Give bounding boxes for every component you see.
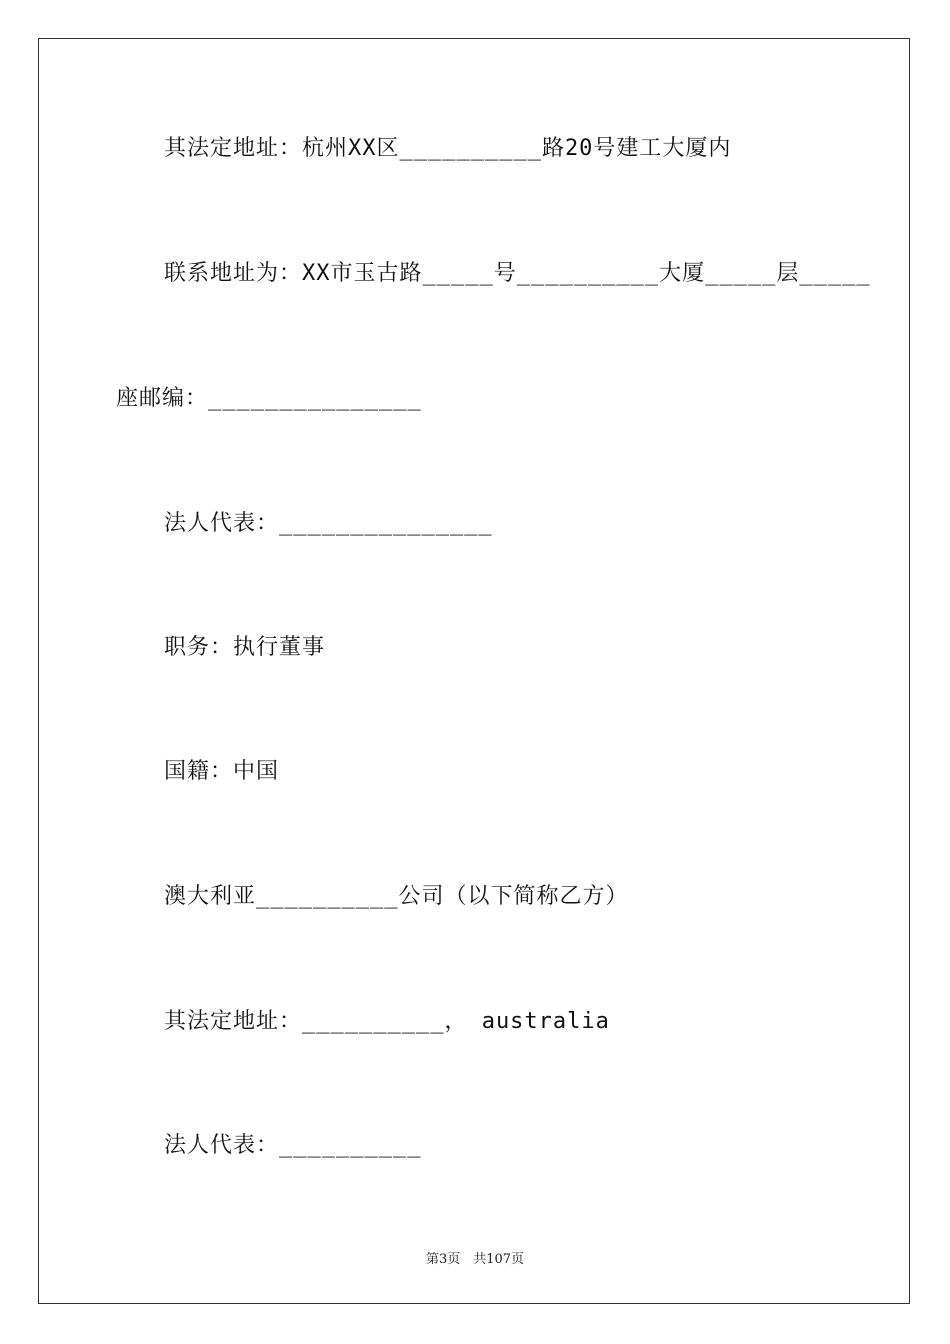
party-b-legal-representative-line: 法人代表：__________ — [164, 1133, 422, 1158]
page-border — [38, 38, 910, 1304]
position-line: 职务：执行董事 — [164, 635, 326, 660]
party-b-legal-address-line: 其法定地址：__________， australia — [164, 1009, 610, 1034]
legal-representative-line: 法人代表：_______________ — [164, 511, 493, 536]
nationality-line: 国籍：中国 — [164, 759, 280, 784]
postal-code-line: 座邮编：_______________ — [116, 386, 422, 411]
contact-address-line: 联系地址为：XX市玉古路_____号__________大厦_____层_____ — [164, 261, 871, 286]
party-b-company-line: 澳大利亚__________公司（以下简称乙方） — [164, 884, 629, 909]
legal-address-line: 其法定地址：杭州XX区__________路20号建工大厦内 — [164, 136, 732, 161]
page-number-footer: 第3页 共107页 — [425, 1252, 525, 1267]
